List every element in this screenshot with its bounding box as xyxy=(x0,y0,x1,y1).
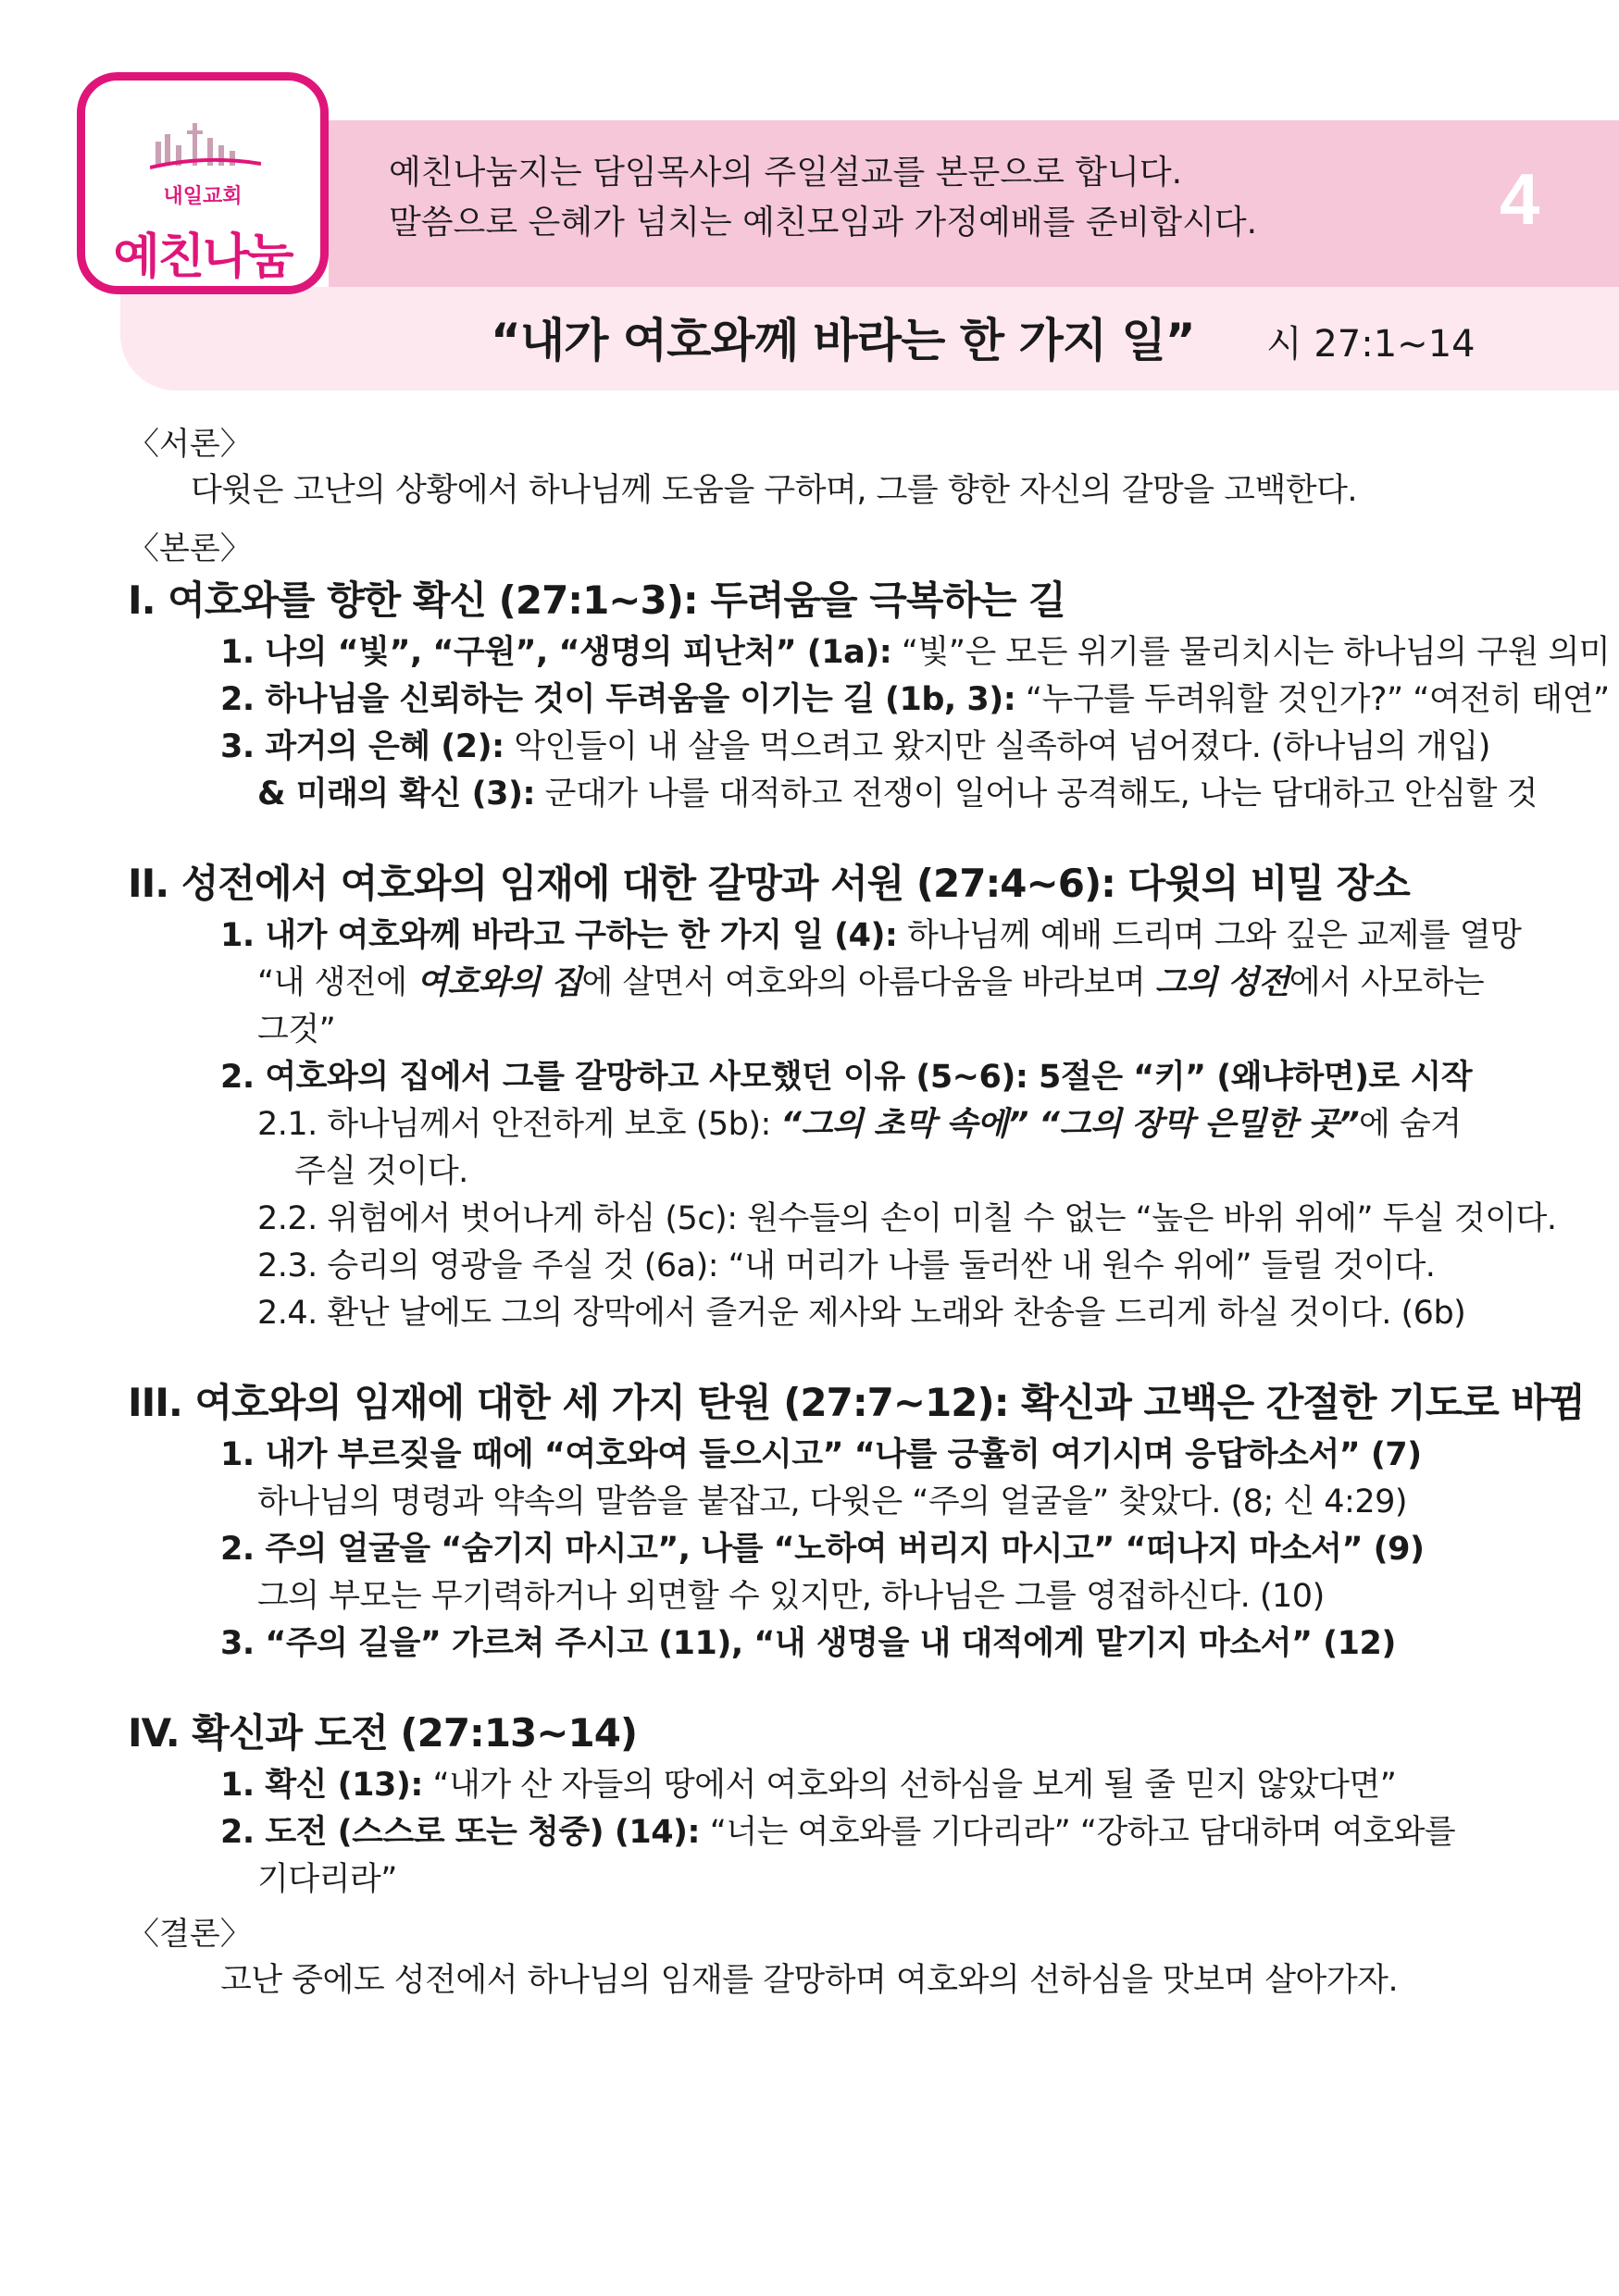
outline-item xyxy=(128,771,1538,818)
section-heading: IV. 확신과 도전 (27:13~14) xyxy=(128,1710,638,1756)
section-heading: II. 성전에서 여호와의 임재에 대한 갈망과 서원 (27:4~6): 다윗의 비밀 장소 xyxy=(128,861,1410,906)
outline-item xyxy=(128,1809,1498,1856)
sub-item: 2.2. 위험에서 벗어나게 하심 (5c): 원수들의 손이 미칠 수 없는 “높은 바위 위에” 두실 것이다. xyxy=(257,1200,1557,1237)
intro-line: 예친나눔지는 담임목사의 주일설교를 본문으로 합니다. xyxy=(389,154,1183,192)
quote-text: 에 살면서 여호와의 아름다움을 바라보며 xyxy=(581,964,1155,1001)
quote-line: 그것” xyxy=(257,1011,336,1049)
sermon-title: “내가 여호와께 바라는 한 가지 일” xyxy=(491,314,1195,367)
outline-item xyxy=(128,912,1522,960)
sub-item-text: 2.1. 하나님께서 안전하게 보호 (5b): xyxy=(257,1106,781,1143)
outline-item: 2. 여호와의 집에서 그를 갈망하고 사모했던 이유 (5~6): 5절은 “키” (왜냐하면)로 시작 xyxy=(220,1059,1473,1096)
item-text: “내가 산 자들의 땅에서 여호와의 선하심을 보게 될 줄 믿지 않았다면” xyxy=(422,1767,1397,1804)
section-label-conclusion: 〈결론〉 xyxy=(128,1916,252,1953)
quote-emphasis: 여호와의 집 xyxy=(417,964,582,1001)
sub-item-text: 에 숨겨 xyxy=(1359,1106,1462,1143)
item-text: “빛”은 모든 위기를 물리치시는 하나님의 구원 의미 xyxy=(891,634,1611,671)
outline-item-note: 그의 부모는 무기력하거나 외면할 수 있지만, 하나님은 그를 영접하신다. (10) xyxy=(257,1578,1325,1615)
item-text: 군대가 나를 대적하고 전쟁이 일어나 공격해도, 나는 담대하고 안심할 것 xyxy=(534,776,1538,813)
sub-item-continuation: 주실 것이다. xyxy=(294,1153,468,1190)
section-label-intro: 〈서론〉 xyxy=(128,426,252,463)
outline-item xyxy=(128,629,1611,676)
item-lead: 1. 확신 (13): xyxy=(220,1767,423,1804)
item-text: 하나님께 예배 드리며 그와 깊은 교제를 열망 xyxy=(897,917,1522,954)
church-logo xyxy=(77,72,329,294)
item-lead: 1. 내가 여호와께 바라고 구하는 한 가지 일 (4): xyxy=(220,917,898,954)
item-lead: 2. 하나님을 신뢰하는 것이 두려움을 이기는 길 (1b, 3): xyxy=(220,681,1016,718)
intro-summary: 다윗은 고난의 상황에서 하나님께 도움을 구하며, 그를 향한 자신의 갈망을 고백한다. xyxy=(191,472,1358,509)
sermon-outline xyxy=(128,421,1611,2004)
quote-emphasis: 그의 성전 xyxy=(1154,964,1289,1001)
sub-item-emphasis: “그의 초막 속에” “그의 장막 은밀한 곳” xyxy=(780,1106,1360,1143)
item-text: “너는 여호와를 기다리라” “강하고 담대하며 여호와를 xyxy=(700,1814,1456,1851)
scripture-reference: 시 27:1~14 xyxy=(1266,323,1476,366)
section-label-body: 〈본론〉 xyxy=(128,530,252,567)
item-lead: 1. 나의 “빛”, “구원”, “생명의 피난처” (1a): xyxy=(220,634,892,671)
item-lead: 2. 도전 (스스로 또는 청중) (14): xyxy=(220,1814,701,1851)
item-lead: & 미래의 확신 (3): xyxy=(257,776,535,813)
sub-item: 2.3. 승리의 영광을 주실 것 (6a): “내 머리가 나를 둘러싼 내 원수 위에” 들릴 것이다. xyxy=(257,1247,1436,1285)
outline-item-continuation: 기다리라” xyxy=(257,1861,397,1898)
quote-text: “내 생전에 xyxy=(257,964,417,1001)
quote-line xyxy=(128,960,1498,1007)
sub-item: 2.4. 환난 날에도 그의 장막에서 즐거운 제사와 노래와 찬송을 드리게 하실 것이다. (6b) xyxy=(257,1295,1466,1332)
outline-item: 2. 주의 얼굴을 “숨기지 마시고”, 나를 “노하여 버리지 마시고” “떠나지 마소서” (9) xyxy=(220,1531,1425,1568)
item-lead: 3. 과거의 은혜 (2): xyxy=(220,728,504,765)
outline-item: 3. “주의 길을” 가르쳐 주시고 (11), “내 생명을 내 대적에게 맡기지 마소서” (12) xyxy=(220,1625,1396,1662)
item-text: “누구를 두려워할 것인가?” “여전히 태연” xyxy=(1015,681,1610,718)
conclusion-text: 고난 중에도 성전에서 하나님의 임재를 갈망하며 여호와의 선하심을 맛보며 살아가자. xyxy=(220,1962,1399,1999)
intro-line: 말씀으로 은혜가 넘치는 예친모임과 가정예배를 준비합시다. xyxy=(389,204,1258,242)
item-text: 악인들이 내 살을 먹으려고 왔지만 실족하여 넘어졌다. (하나님의 개입) xyxy=(504,728,1490,765)
outline-item xyxy=(128,676,1610,724)
logo-title: 예친나눔 xyxy=(113,230,293,285)
church-skyline-icon xyxy=(150,118,261,173)
sub-item xyxy=(128,1101,1498,1148)
section-heading: I. 여호와를 향한 확신 (27:1~3): 두려움을 극복하는 길 xyxy=(128,577,1065,623)
church-name: 내일교회 xyxy=(163,185,243,208)
quote-text: 에서 사모하는 xyxy=(1289,964,1485,1001)
section-heading: III. 여호와의 임재에 대한 세 가지 탄원 (27:7~12): 확신과 고백은 간절한 기도로 바뀜 xyxy=(128,1380,1585,1425)
page-number: 4 xyxy=(1500,158,1540,240)
outline-item xyxy=(128,724,1498,771)
outline-item: 1. 내가 부르짖을 때에 “여호와여 들으시고” “나를 긍휼히 여기시며 응답하소서” (7) xyxy=(220,1436,1422,1473)
intro-text xyxy=(389,148,1257,248)
outline-item-note: 하나님의 명령과 약속의 말씀을 붙잡고, 다윗은 “주의 얼굴을” 찾았다. (8; 신 4:29) xyxy=(257,1483,1408,1520)
outline-item xyxy=(128,1762,1498,1809)
